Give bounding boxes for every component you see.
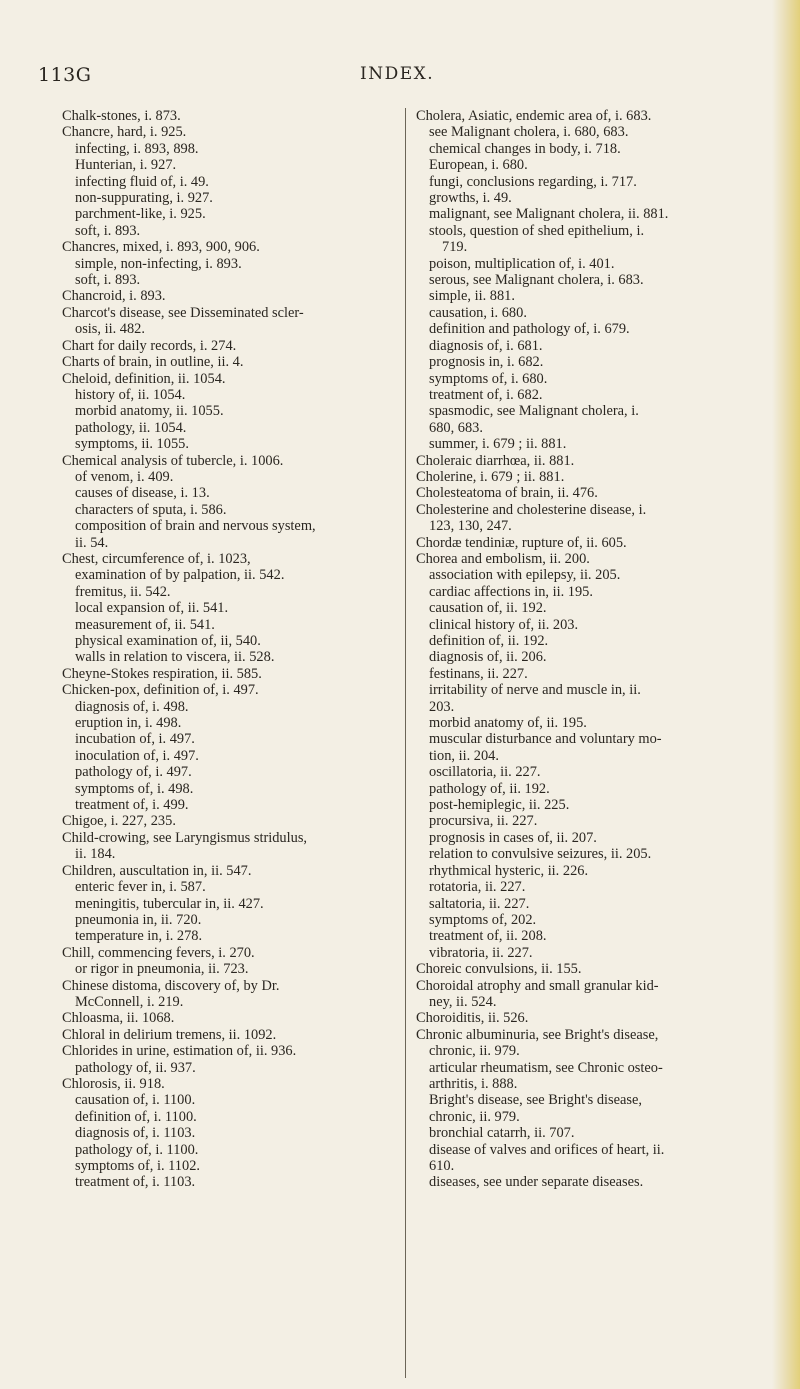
index-entry: Chancroid, i. 893.: [62, 288, 166, 305]
index-subentry: poison, multiplication of, i. 401.: [429, 255, 615, 272]
index-subentry: treatment of, i. 1103.: [75, 1174, 196, 1191]
index-subentry: ney, ii. 524.: [429, 993, 497, 1010]
page-edge: [772, 0, 800, 1389]
index-subentry: cardiac affections in, ii. 195.: [429, 583, 593, 600]
index-subentry: European, i. 680.: [429, 157, 528, 174]
index-subentry: osis, ii. 482.: [75, 321, 145, 338]
index-subentry: vibratoria, ii. 227.: [429, 944, 533, 961]
index-entry: Cheloid, definition, ii. 1054.: [62, 370, 226, 387]
index-subentry: history of, ii. 1054.: [75, 386, 186, 403]
index-column-right: [416, 108, 752, 1191]
index-subentry: physical examination of, ii, 540.: [75, 633, 261, 649]
index-entry: Choroidal atrophy and small granular kid-: [416, 977, 659, 994]
index-subentry: arthritis, i. 888.: [429, 1075, 518, 1092]
index-column-left: [62, 108, 398, 1191]
index-entry: Chest, circumference of, i. 1023,: [62, 550, 251, 567]
index-subentry: treatment of, i. 682.: [429, 386, 543, 403]
index-subentry: diagnosis of, ii. 206.: [429, 649, 547, 666]
index-entry: Cholesterine and cholesterine disease, i.: [416, 501, 647, 518]
index-subentry: summer, i. 679 ; ii. 881.: [429, 436, 567, 453]
index-subentry: causes of disease, i. 13.: [75, 485, 210, 502]
index-subentry: definition of, i. 1100.: [75, 1108, 197, 1125]
index-subentry: 203.: [429, 698, 455, 715]
index-subentry: infecting fluid of, i. 49.: [75, 173, 209, 190]
index-subentry: prognosis in, i. 682.: [429, 354, 544, 371]
index-entry: Charts of brain, in outline, ii. 4.: [62, 354, 244, 371]
index-entry: Cholerine, i. 679 ; ii. 881.: [416, 468, 565, 485]
index-subentry: ii. 184.: [75, 846, 116, 863]
index-subentry: growths, i. 49.: [429, 190, 512, 207]
index-subentry: pathology, ii. 1054.: [75, 419, 187, 436]
index-entry: Cholera, Asiatic, endemic area of, i. 683.: [416, 108, 652, 124]
index-subentry: symptoms of, 202.: [429, 911, 537, 928]
index-subentry: McConnell, i. 219.: [75, 993, 184, 1010]
index-entry: Chill, commencing fevers, i. 270.: [62, 944, 255, 961]
index-subentry: soft, i. 893.: [75, 272, 141, 289]
index-subentry: tion, ii. 204.: [429, 747, 499, 764]
index-subentry: see Malignant cholera, i. 680, 683.: [429, 124, 629, 141]
index-subentry: symptoms of, i. 1102.: [75, 1158, 200, 1174]
index-entry: Chorea and embolism, ii. 200.: [416, 550, 590, 567]
page-header: [0, 64, 800, 86]
index-subentry: saltatoria, ii. 227.: [429, 895, 530, 912]
index-subentry: chemical changes in body, i. 718.: [429, 140, 621, 157]
index-subentry: eruption in, i. 498.: [75, 715, 182, 732]
index-subentry: incubation of, i. 497.: [75, 731, 195, 748]
index-subentry: spasmodic, see Malignant cholera, i.: [429, 403, 639, 420]
index-subentry: diagnosis of, i. 498.: [75, 698, 189, 715]
index-subentry: serous, see Malignant cholera, i. 683.: [429, 272, 644, 289]
index-subentry: clinical history of, ii. 203.: [429, 616, 579, 633]
index-entry: Charcot's disease, see Disseminated scler-: [62, 304, 304, 321]
index-subentry: oscillatoria, ii. 227.: [429, 764, 541, 781]
index-subentry: prognosis in cases of, ii. 207.: [429, 829, 597, 846]
index-subentry: pathology of, ii. 937.: [75, 1059, 196, 1076]
index-subentry: fremitus, ii. 542.: [75, 583, 171, 600]
index-subentry: 610.: [429, 1158, 455, 1174]
index-subentry: chronic, ii. 979.: [429, 1043, 520, 1060]
index-entry: Cheyne-Stokes respiration, ii. 585.: [62, 665, 262, 682]
index-entry: Choreic convulsions, ii. 155.: [416, 961, 582, 978]
index-subentry: pathology of, ii. 192.: [429, 780, 550, 797]
index-subentry: non-suppurating, i. 927.: [75, 190, 213, 207]
index-entry: Chloasma, ii. 1068.: [62, 1010, 175, 1027]
index-subentry: definition and pathology of, i. 679.: [429, 321, 630, 338]
index-entry: Cholesteatoma of brain, ii. 476.: [416, 485, 598, 502]
index-subentry: procursiva, ii. 227.: [429, 813, 538, 830]
index-subentry: chronic, ii. 979.: [429, 1108, 520, 1125]
index-entry: Choleraic diarrhœa, ii. 881.: [416, 452, 575, 469]
index-subentry: or rigor in pneumonia, ii. 723.: [75, 961, 249, 978]
index-subentry: diagnosis of, i. 1103.: [75, 1125, 196, 1142]
index-subentry: fungi, conclusions regarding, i. 717.: [429, 173, 637, 190]
index-subentry: disease of valves and orifices of heart, ii.: [429, 1141, 665, 1158]
index-subentry: local expansion of, ii. 541.: [75, 600, 229, 617]
index-entry: Chancre, hard, i. 925.: [62, 124, 187, 141]
index-subentry: symptoms of, i. 498.: [75, 780, 194, 797]
index-subentry: enteric fever in, i. 587.: [75, 879, 206, 896]
index-entry: Chigoe, i. 227, 235.: [62, 813, 176, 830]
index-subentry: diseases, see under separate diseases.: [429, 1174, 644, 1191]
index-subentry: malignant, see Malignant cholera, ii. 881.: [429, 206, 669, 223]
index-subentry: simple, ii. 881.: [429, 288, 515, 305]
index-subentry: muscular disturbance and voluntary mo-: [429, 731, 662, 748]
index-subentry: walls in relation to viscera, ii. 528.: [75, 649, 275, 666]
index-subentry: post-hemiplegic, ii. 225.: [429, 797, 570, 814]
index-subentry: causation of, i. 1100.: [75, 1092, 196, 1109]
index-subentry: treatment of, i. 499.: [75, 797, 189, 814]
index-subentry: Bright's disease, see Bright's disease,: [429, 1092, 643, 1109]
index-entry: Chloral in delirium tremens, ii. 1092.: [62, 1026, 277, 1043]
index-subentry: Hunterian, i. 927.: [75, 157, 177, 174]
index-subentry: of venom, i. 409.: [75, 468, 174, 485]
index-subentry: morbid anatomy, ii. 1055.: [75, 403, 224, 420]
index-subentry: relation to convulsive seizures, ii. 205.: [429, 846, 652, 863]
index-subentry: characters of sputa, i. 586.: [75, 501, 227, 518]
index-subentry: morbid anatomy of, ii. 195.: [429, 715, 587, 732]
index-subentry: 719.: [442, 239, 468, 256]
index-entry: Choroiditis, ii. 526.: [416, 1010, 529, 1027]
index-entry: Chordæ tendiniæ, rupture of, ii. 605.: [416, 534, 627, 551]
index-subentry: simple, non-infecting, i. 893.: [75, 255, 242, 272]
index-subentry: causation, i. 680.: [429, 304, 527, 321]
index-subentry: soft, i. 893.: [75, 222, 141, 239]
index-subentry: parchment-like, i. 925.: [75, 206, 206, 223]
index-subentry: bronchial catarrh, ii. 707.: [429, 1125, 575, 1142]
index-subentry: rotatoria, ii. 227.: [429, 879, 526, 896]
column-divider: [405, 108, 406, 1378]
index-subentry: rhythmical hysteric, ii. 226.: [429, 862, 589, 879]
index-subentry: inoculation of, i. 497.: [75, 747, 199, 764]
index-subentry: treatment of, ii. 208.: [429, 928, 547, 945]
index-subentry: pathology of, i. 1100.: [75, 1141, 199, 1158]
index-subentry: definition of, ii. 192.: [429, 633, 549, 649]
index-subentry: causation of, ii. 192.: [429, 600, 547, 617]
index-entry: Chlorosis, ii. 918.: [62, 1075, 165, 1092]
index-entry: Chancres, mixed, i. 893, 900, 906.: [62, 239, 260, 256]
index-subentry: pathology of, i. 497.: [75, 764, 192, 781]
index-subentry: measurement of, ii. 541.: [75, 616, 215, 633]
index-subentry: examination of by palpation, ii. 542.: [75, 567, 285, 584]
index-subentry: ii. 54.: [75, 534, 109, 551]
index-subentry: symptoms of, i. 680.: [429, 370, 548, 387]
index-entry: Chronic albuminuria, see Bright's disease,: [416, 1026, 659, 1043]
index-entry: Child-crowing, see Laryngismus stridulus,: [62, 829, 308, 846]
index-subentry: infecting, i. 893, 898.: [75, 140, 199, 157]
index-entry: Chemical analysis of tubercle, i. 1006.: [62, 452, 284, 469]
index-subentry: symptoms, ii. 1055.: [75, 436, 189, 453]
running-title: INDEX.: [360, 64, 435, 84]
page-number: 113G: [38, 64, 92, 86]
index-entry: Chlorides in urine, estimation of, ii. 936.: [62, 1043, 297, 1060]
index-subentry: temperature in, i. 278.: [75, 928, 203, 945]
index-subentry: articular rheumatism, see Chronic osteo-: [429, 1059, 663, 1076]
index-entry: Chinese distoma, discovery of, by Dr.: [62, 977, 280, 994]
index-subentry: composition of brain and nervous system,: [75, 518, 316, 535]
index-subentry: 680, 683.: [429, 419, 483, 436]
index-subentry: pneumonia in, ii. 720.: [75, 911, 202, 928]
index-entry: Chart for daily records, i. 274.: [62, 337, 237, 354]
index-entry: Children, auscultation in, ii. 547.: [62, 862, 252, 879]
index-entry: Chicken-pox, definition of, i. 497.: [62, 682, 259, 699]
index-subentry: stools, question of shed epithelium, i.: [429, 222, 645, 239]
index-entry: Chalk-stones, i. 873.: [62, 108, 181, 124]
index-subentry: 123, 130, 247.: [429, 518, 512, 535]
index-subentry: festinans, ii. 227.: [429, 665, 528, 682]
index-subentry: meningitis, tubercular in, ii. 427.: [75, 895, 264, 912]
index-subentry: irritability of nerve and muscle in, ii.: [429, 682, 641, 699]
index-subentry: association with epilepsy, ii. 205.: [429, 567, 621, 584]
index-subentry: diagnosis of, i. 681.: [429, 337, 543, 354]
